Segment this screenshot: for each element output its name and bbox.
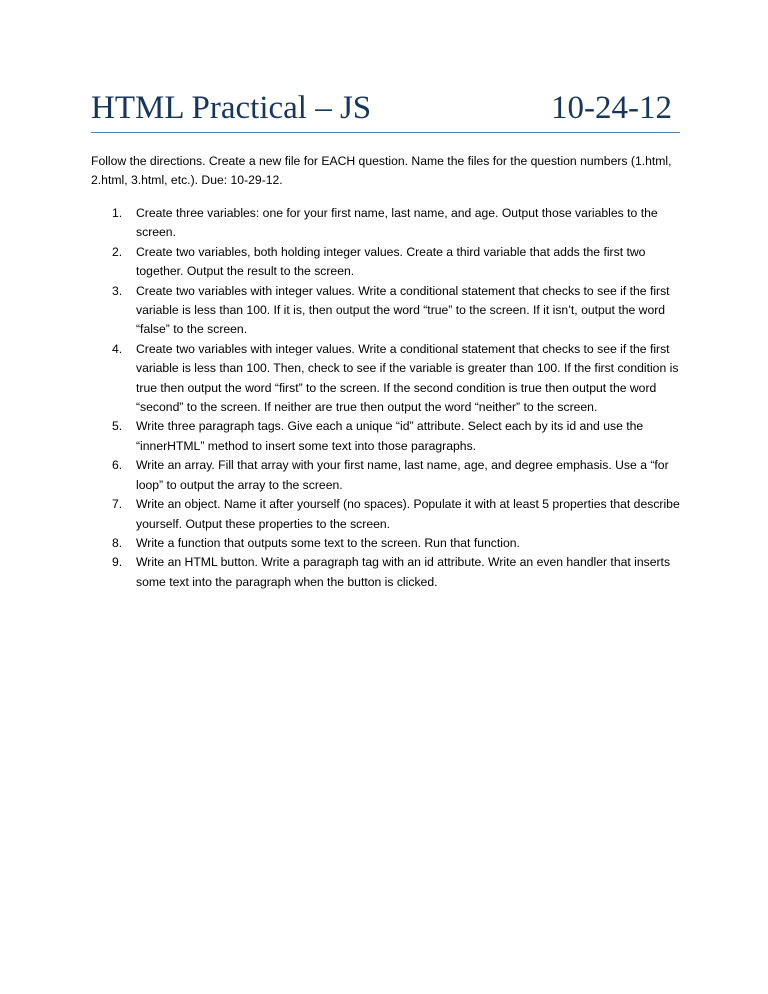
question-item: [91, 243, 683, 282]
document-title: HTML Practical – JS: [91, 90, 372, 126]
question-text: Write an object. Name it after yourself (no spaces). Populate it with at least 5 properties that describe yourself. Output these properties to the screen.: [136, 497, 680, 531]
question-number: 3.: [112, 283, 123, 298]
question-number: 5.: [112, 419, 123, 434]
question-item: [91, 282, 683, 340]
question-item: [91, 417, 683, 456]
question-number: 9.: [112, 555, 123, 570]
question-item: [91, 204, 683, 243]
question-text: Create two variables, both holding integer values. Create a third variable that adds the first two together. Output the result to the screen.: [136, 244, 646, 279]
intro-paragraph: Follow the directions. Create a new file for EACH question. Name the files for the question numbers (1.html, 2.html, 3.html, etc.). Due: 10-29-12.: [91, 154, 672, 188]
question-number: 4.: [112, 341, 123, 356]
question-number: 1.: [112, 206, 123, 220]
question-number: 7.: [112, 497, 123, 512]
question-text: Write three paragraph tags. Give each a unique “id” attribute. Select each by its id and use the “innerHTML” method to insert some text into those paragraphs.: [136, 419, 644, 453]
question-number: 8.: [112, 535, 123, 550]
question-list: [91, 204, 683, 592]
question-item: [91, 553, 683, 592]
question-number: 6.: [112, 458, 123, 473]
question-item: [91, 495, 683, 534]
question-text: Write a function that outputs some text to the screen. Run that function.: [136, 535, 520, 550]
question-text: Write an array. Fill that array with your first name, last name, age, and degree emphasis. Use a “for loop” to output the array to the screen.: [136, 458, 669, 492]
question-item: [91, 534, 683, 553]
question-text: Create three variables: one for your first name, last name, and age. Output those variables to the screen.: [136, 206, 658, 240]
question-item: [91, 456, 683, 495]
question-text: Create two variables with integer values. Write a conditional statement that checks to see if the first variable is less than 100. Then, check to see if the variable is greater than 100. If the first condition is true then output the word “first” to the screen. If the second condition is true then output the word “second” to the screen. If neither are true then output the word “neither” to the screen.: [136, 341, 679, 415]
question-item: [91, 340, 683, 418]
question-text: Write an HTML button. Write a paragraph tag with an id attribute. Write an even handler that inserts some text into the paragraph when the button is clicked.: [136, 555, 671, 589]
document-header: [91, 88, 680, 133]
document-date: 10-24-12: [551, 90, 672, 126]
question-text: Create two variables with integer values. Write a conditional statement that checks to see if the first variable is less than 100. If it is, then output the word “true” to the screen. If it isn’t, output the word “false” to the screen.: [136, 283, 670, 337]
question-number: 2.: [112, 244, 123, 259]
